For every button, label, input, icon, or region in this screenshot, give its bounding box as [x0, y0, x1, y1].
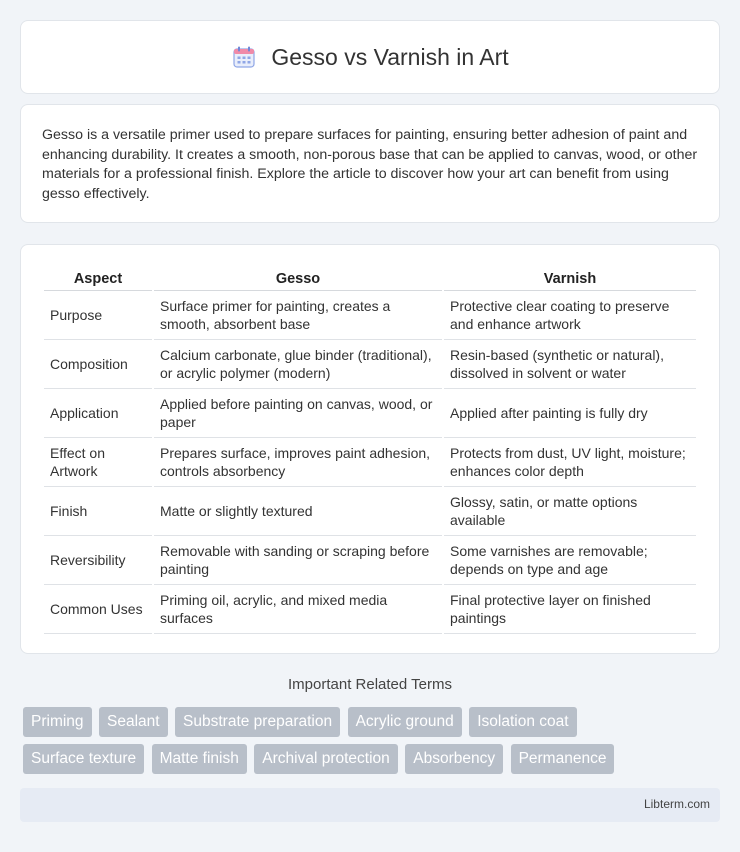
cell-aspect: Effect on Artwork	[44, 438, 152, 487]
cell-gesso: Matte or slightly textured	[154, 487, 442, 536]
footer	[20, 788, 720, 822]
related-terms-list	[23, 707, 723, 781]
related-terms-heading: Important Related Terms	[288, 676, 452, 693]
term-tag[interactable]: Substrate preparation	[175, 707, 340, 737]
comparison-table-card	[20, 244, 720, 654]
header-gesso: Gesso	[154, 267, 442, 291]
cell-gesso: Removable with sanding or scraping before painting	[154, 536, 442, 585]
cell-gesso: Priming oil, acrylic, and mixed media surfaces	[154, 585, 442, 634]
title-card	[20, 20, 720, 94]
cell-aspect: Composition	[44, 340, 152, 389]
term-tag[interactable]: Surface texture	[23, 744, 144, 774]
intro-card	[20, 104, 720, 223]
page-title: Gesso vs Varnish in Art	[271, 43, 509, 70]
cell-varnish: Protective clear coating to preserve and enhance artwork	[444, 291, 696, 340]
term-tag[interactable]: Permanence	[511, 744, 615, 774]
term-tag[interactable]: Acrylic ground	[348, 707, 462, 737]
term-tag[interactable]: Priming	[23, 707, 92, 737]
header-aspect: Aspect	[44, 267, 152, 291]
cell-gesso: Surface primer for painting, creates a smooth, absorbent base	[154, 291, 442, 340]
cell-gesso: Applied before painting on canvas, wood, or paper	[154, 389, 442, 438]
comparison-table	[42, 267, 698, 634]
term-tag[interactable]: Matte finish	[152, 744, 247, 774]
term-tag[interactable]: Archival protection	[254, 744, 398, 774]
cell-gesso: Calcium carbonate, glue binder (traditional), or acrylic polymer (modern)	[154, 340, 442, 389]
table-row	[44, 389, 696, 438]
cell-aspect: Common Uses	[44, 585, 152, 634]
cell-varnish: Glossy, satin, or matte options available	[444, 487, 696, 536]
table-row	[44, 585, 696, 634]
table-row	[44, 340, 696, 389]
cell-varnish: Resin-based (synthetic or natural), dissolved in solvent or water	[444, 340, 696, 389]
cell-aspect: Purpose	[44, 291, 152, 340]
intro-text: Gesso is a versatile primer used to prepare surfaces for painting, ensuring better adhesion of paint and enhancing durability. It creates a smooth, non-porous base that can be applied to canvas, wood, or other materials for a professional finish. Explore the article to discover how your art can benefit from using gesso effectively.	[42, 127, 698, 202]
cell-aspect: Application	[44, 389, 152, 438]
table-header-row	[44, 267, 696, 291]
table-row	[44, 536, 696, 585]
header-varnish: Varnish	[444, 267, 696, 291]
cell-varnish: Final protective layer on finished paintings	[444, 585, 696, 634]
cell-gesso: Prepares surface, improves paint adhesion, controls absorbency	[154, 438, 442, 487]
cell-varnish: Applied after painting is fully dry	[444, 389, 696, 438]
calendar-icon	[231, 44, 257, 70]
table-row	[44, 438, 696, 487]
cell-aspect: Finish	[44, 487, 152, 536]
table-row	[44, 487, 696, 536]
table-row	[44, 291, 696, 340]
cell-aspect: Reversibility	[44, 536, 152, 585]
cell-varnish: Protects from dust, UV light, moisture; enhances color depth	[444, 438, 696, 487]
footer-brand-link[interactable]: Libterm.com	[643, 797, 710, 811]
cell-varnish: Some varnishes are removable; depends on type and age	[444, 536, 696, 585]
term-tag[interactable]: Absorbency	[405, 744, 503, 774]
term-tag[interactable]: Isolation coat	[469, 707, 576, 737]
term-tag[interactable]: Sealant	[99, 707, 168, 737]
